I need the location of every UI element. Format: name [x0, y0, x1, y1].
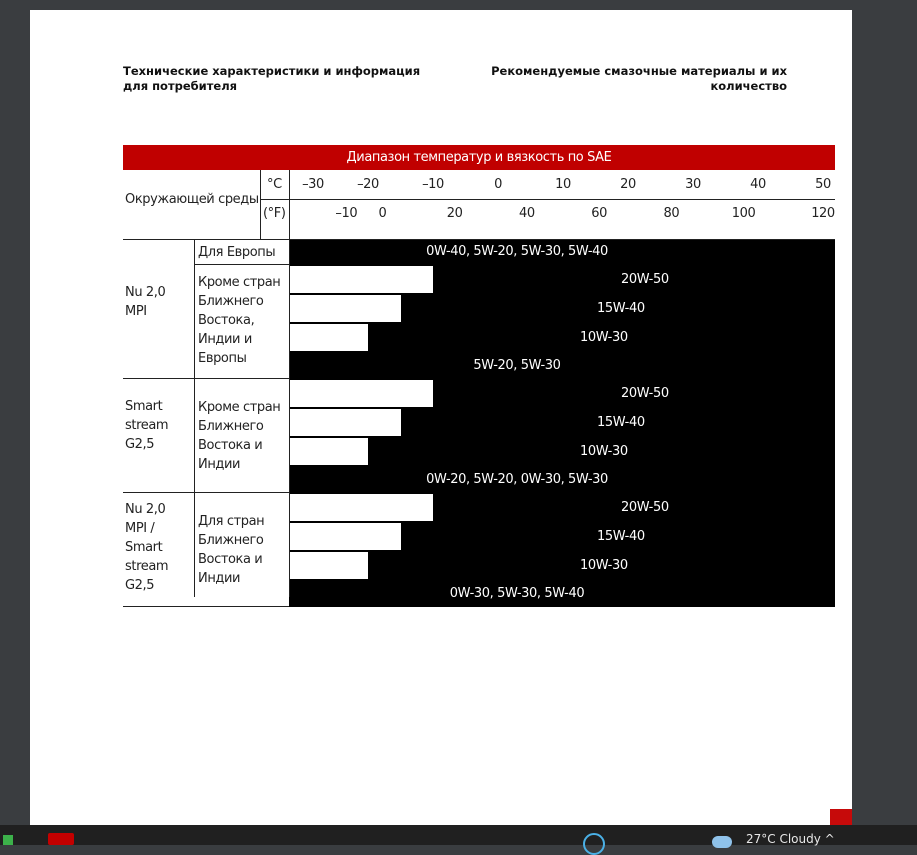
- grade-label: 15W-40: [597, 529, 645, 544]
- celsius-tick: 10: [555, 177, 571, 192]
- fahrenheit-tick: 60: [591, 206, 607, 221]
- region-me-india: [198, 512, 264, 588]
- fahrenheit-tick: 40: [519, 206, 535, 221]
- grade-label: 15W-40: [597, 301, 645, 316]
- region-line: Для стран: [198, 514, 265, 529]
- weather-cloud-icon[interactable]: [712, 836, 732, 848]
- weather-text[interactable]: 27°C Cloudy ^: [746, 832, 835, 846]
- viewer-top-bar: [0, 0, 917, 10]
- region-line: Ближнего: [198, 294, 264, 309]
- region-europe: [198, 243, 275, 262]
- grade-label: 10W-30: [580, 330, 628, 345]
- fahrenheit-tick: 120: [811, 206, 835, 221]
- browser-icon[interactable]: [583, 833, 605, 855]
- ambient-label: Окружающей среды: [125, 192, 259, 207]
- fahrenheit-tick: 100: [731, 206, 756, 221]
- region-line: Ближнего: [198, 533, 264, 548]
- engine-line: stream: [125, 559, 169, 574]
- header-right-line1: Рекомендуемые смазочные материалы и их: [491, 64, 787, 78]
- engine-line: Smart: [125, 399, 163, 414]
- excel-icon[interactable]: [3, 835, 13, 845]
- region-line: Кроме стран: [198, 400, 281, 415]
- viscosity-table: [123, 145, 835, 601]
- grade-bar-excluded-range: [289, 409, 401, 436]
- grade-label: 0W-40, 5W-20, 5W-30, 5W-40: [426, 244, 608, 259]
- region-except-me-india: [198, 398, 280, 474]
- engine-line: MPI /: [125, 521, 155, 536]
- engine-line: MPI: [125, 304, 147, 319]
- region-separator: [194, 264, 289, 265]
- celsius-tick: –20: [357, 177, 379, 192]
- region-line: Индии: [198, 457, 241, 472]
- celsius-tick: 50: [815, 177, 831, 192]
- header-divider: [260, 170, 261, 240]
- fahrenheit-tick: 80: [663, 206, 680, 221]
- grade-bar-excluded-range: [289, 494, 433, 521]
- grade-bar-excluded-range: [289, 295, 401, 322]
- engine-group3: [125, 500, 168, 595]
- grade-label: 10W-30: [580, 558, 628, 573]
- fahrenheit-tick: 0: [378, 206, 387, 221]
- header-mid-line: [260, 199, 835, 200]
- table-title: Диапазон температур и вязкость по SAE: [123, 145, 835, 170]
- grade-label: 0W-30, 5W-30, 5W-40: [449, 586, 585, 601]
- region-line: Европы: [198, 351, 247, 366]
- celsius-tick: –10: [422, 177, 444, 192]
- region-line: Востока,: [198, 313, 255, 328]
- region-line: Востока и: [198, 438, 263, 453]
- region-column-divider: [289, 240, 290, 597]
- engine-line: Nu 2,0: [125, 502, 166, 517]
- grade-label: 20W-50: [621, 272, 669, 287]
- engine-group2: [125, 397, 168, 454]
- group1-end-line: [123, 378, 289, 379]
- grade-label: 20W-50: [621, 500, 669, 515]
- engine-group1: [125, 283, 165, 321]
- engine-line: Nu 2,0: [125, 285, 166, 300]
- grade-bar-excluded-range: [289, 324, 368, 351]
- engine-line: G2,5: [125, 578, 155, 593]
- grade-label: 15W-40: [597, 415, 645, 430]
- unit-divider: [289, 170, 290, 240]
- grade-bar-excluded-range: [289, 523, 401, 550]
- region-line: Ближнего: [198, 419, 264, 434]
- celsius-tick: –30: [302, 177, 324, 192]
- table-bottom-line: [123, 606, 289, 607]
- region-line: Кроме стран: [198, 275, 281, 290]
- region-line: Для Европы: [198, 245, 276, 260]
- grade-bar-excluded-range: [289, 552, 368, 579]
- grade-bar-excluded-range: [289, 380, 433, 407]
- page-corner-marker: [830, 809, 852, 825]
- celsius-tick: 30: [685, 177, 701, 192]
- engine-column-divider: [194, 240, 195, 597]
- pdf-app-icon[interactable]: [48, 833, 74, 845]
- group2-end-line: [123, 492, 289, 493]
- header-right-line2: количество: [710, 79, 787, 93]
- celsius-tick: 40: [750, 177, 766, 192]
- grade-bar-excluded-range: [289, 266, 433, 293]
- grade-label: 0W-20, 5W-20, 0W-30, 5W-30: [426, 472, 608, 487]
- region-line: Востока и: [198, 552, 263, 567]
- fahrenheit-tick: 20: [446, 206, 463, 221]
- document-page: [30, 10, 852, 825]
- region-except-me-india-europe: [198, 273, 280, 368]
- grade-bar-excluded-range: [289, 438, 368, 465]
- region-line: Индии: [198, 571, 241, 586]
- celsius-tick: 0: [494, 177, 502, 192]
- fahrenheit-tick: –10: [335, 206, 358, 221]
- engine-line: G2,5: [125, 437, 155, 452]
- grade-label: 20W-50: [621, 386, 669, 401]
- grade-label: 5W-20, 5W-30: [473, 358, 561, 373]
- unit-fahrenheit: (°F): [263, 206, 286, 221]
- header-left-line1: Технические характеристики и информация: [123, 64, 421, 78]
- region-line: Индии и: [198, 332, 252, 347]
- engine-line: Smart: [125, 540, 163, 555]
- header-left-line2: для потребителя: [123, 79, 238, 93]
- celsius-tick: 20: [620, 177, 636, 192]
- header-right: [488, 64, 787, 94]
- engine-line: stream: [125, 418, 169, 433]
- grade-label: 10W-30: [580, 444, 628, 459]
- header-left: [123, 64, 443, 94]
- unit-celsius: °C: [267, 177, 282, 192]
